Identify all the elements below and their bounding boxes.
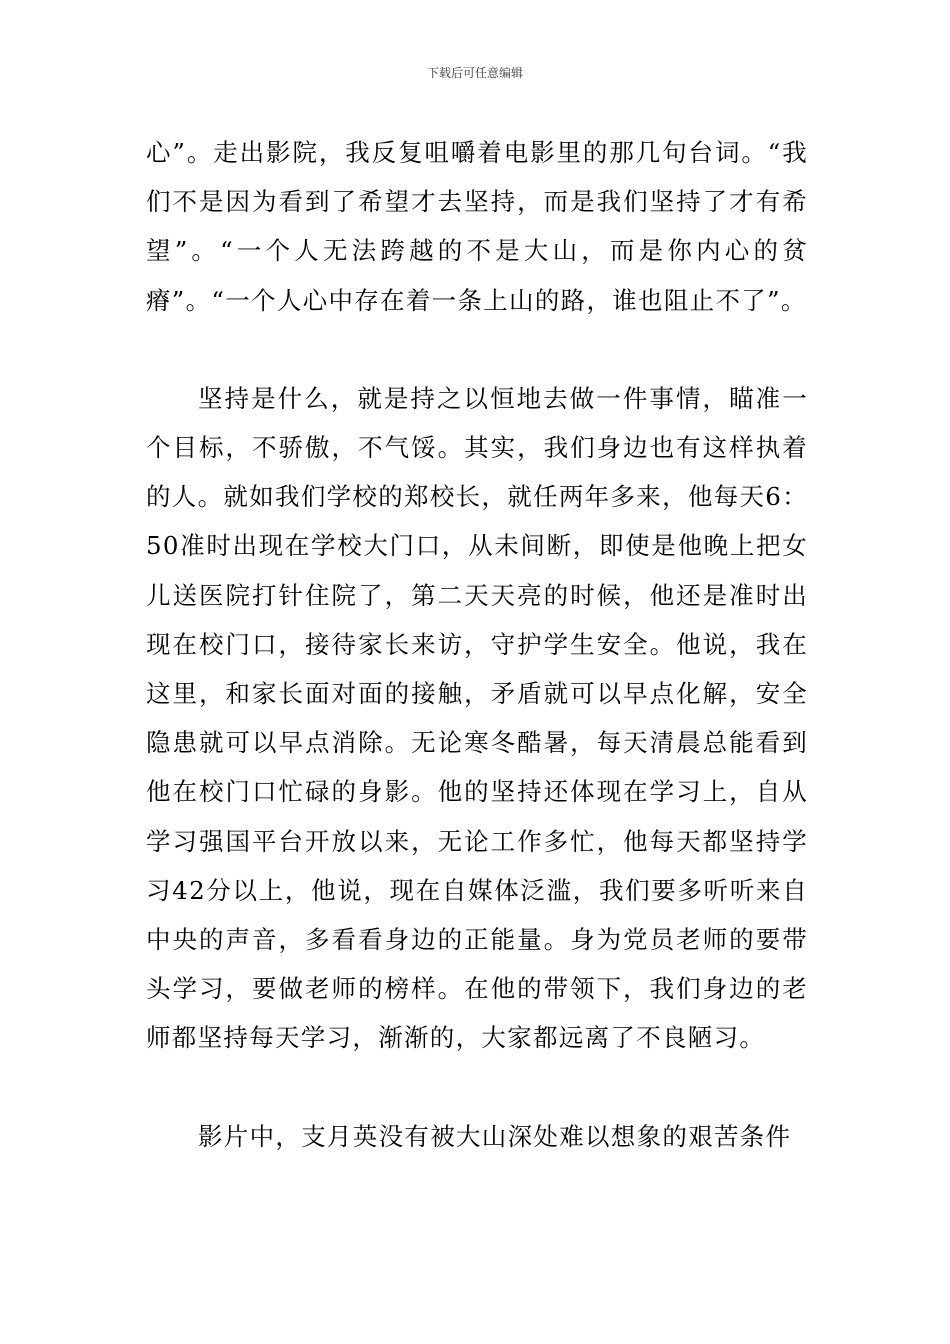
paragraph-film: 影片中，支月英没有被大山深处难以想象的艰苦条件 — [198, 1121, 792, 1151]
paragraph-quotes: 心”。走出影院，我反复咀嚼着电影里的那几句台词。“我们不是因为看到了希望才去坚持，而是我们坚持了才有希望”。“一个人无法跨越的不是大山，而是你内心的贫瘠”。“一个人心中存在着一条上山的路，谁也阻止不了”。 — [146, 138, 808, 315]
paragraph-persistence: 坚持是什么，就是持之以恒地去做一件事情，瞄准一个目标，不骄傲，不气馁。其实，我们身边也有这样执着的人。就如我们学校的郑校长，就任两年多来，他每天6：50准时出现在学校大门口，从未间断，即使是他晚上把女儿送医院打针住院了，第二天天亮的时候，他还是准时出现在校门口，接待家长来访，守护学生安全。他说，我在这里，和家长面对面的接触，矛盾就可以早点化解，安全隐患就可以早点消除。无论寒冬酷暑，每天清晨总能看到他在校门口忙碌的身影。他的坚持还体现在学习上，自从学习强国平台开放以来，无论工作多忙，他每天都坚持学习42分以上，他说，现在自媒体泛滥，我们要多听听来自中央的声音，多看看身边的正能量。身为党员老师的要带头学习，要做老师的榜样。在他的带领下，我们身边的老师都坚持每天学习，渐渐的，大家都远离了不良陋习。 — [146, 383, 808, 1053]
page-header: 下载后可任意编辑 — [426, 66, 523, 80]
paragraph-spacer — [146, 1063, 808, 1112]
document-body — [146, 128, 808, 1161]
paragraph-spacer — [146, 325, 808, 374]
